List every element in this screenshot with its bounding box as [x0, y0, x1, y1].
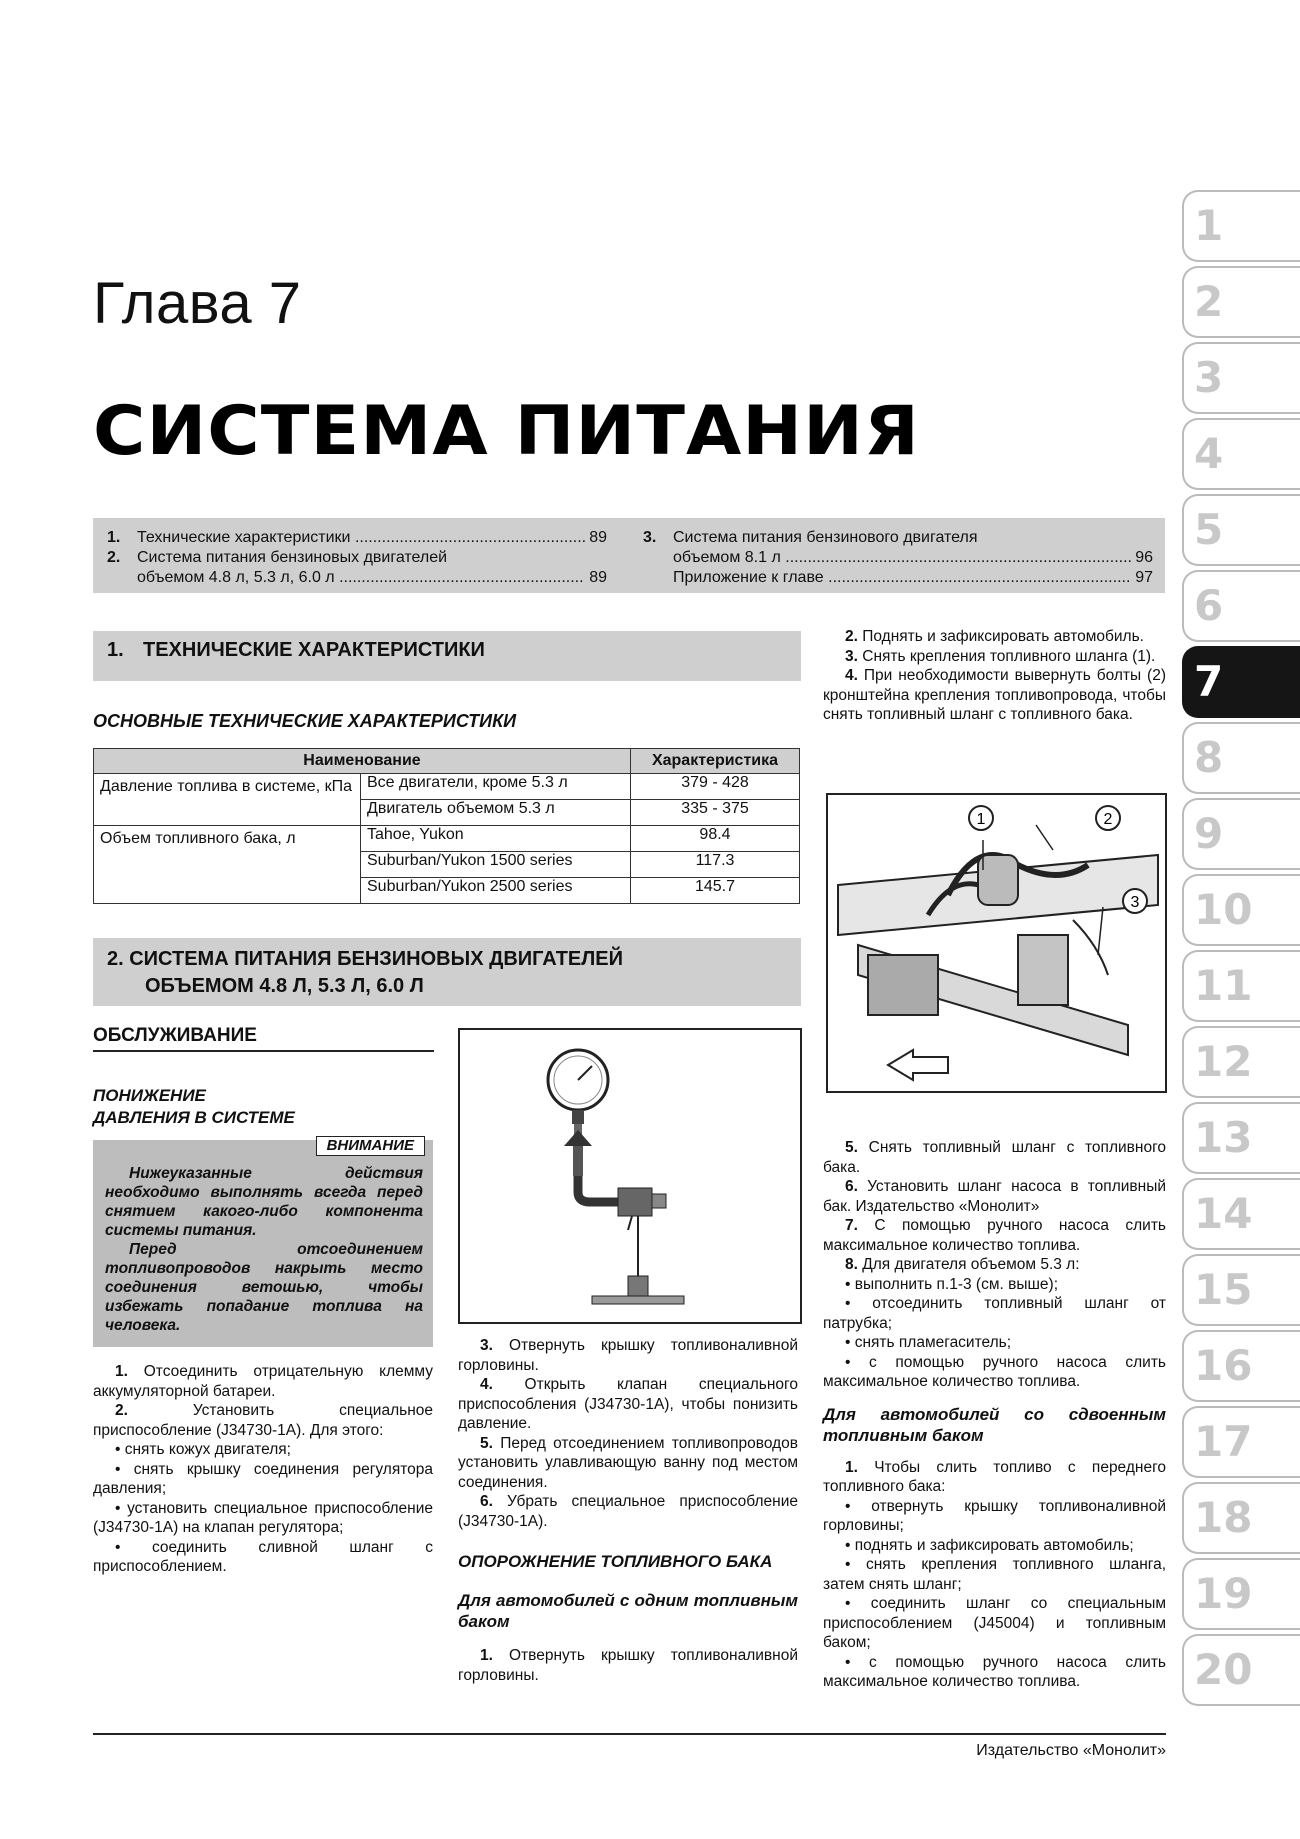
chapter-tab-13[interactable]: 13 [1182, 1102, 1300, 1174]
toc-entry-continuation[interactable] [107, 568, 607, 588]
step: 2. Поднять и зафиксировать автомобиль. [845, 628, 1144, 645]
table-cell-value: 145.7 [631, 878, 800, 904]
bullet: • с помощью ручного насоса слить максимальное количество топлива. [823, 1353, 1166, 1390]
step: 1. Отсоединить отрицательную клемму аккумуляторной батареи. [93, 1363, 433, 1400]
specs-table [93, 748, 800, 904]
table-header-row [94, 749, 800, 774]
table-group-name: Объем топливного бака, л [94, 826, 361, 904]
chapter-tab-17[interactable]: 17 [1182, 1406, 1300, 1478]
toc-entry[interactable] [107, 528, 607, 548]
section-title: ТЕХНИЧЕСКИЕ ХАРАКТЕРИСТИКИ [143, 639, 485, 661]
chapter-tab-8[interactable]: 8 [1182, 722, 1300, 794]
toc-entry-title: объемом 4.8 л, 5.3 л, 6.0 л ..... [137, 568, 585, 588]
step: 2. Установить специальное приспособление (J34730-1A). Для этого: [93, 1402, 433, 1439]
chapter-tab-10[interactable]: 10 [1182, 874, 1300, 946]
chapter-tab-12[interactable]: 12 [1182, 1026, 1300, 1098]
table-cell-label: Все двигатели, кроме 5.3 л [361, 774, 631, 800]
step: 8. Для двигателя объемом 5.3 л: [845, 1256, 1080, 1273]
svg-text:2: 2 [1103, 811, 1113, 828]
table-group-name: Давление топлива в системе, кПа [94, 774, 361, 826]
chapter-tab-5[interactable]: 5 [1182, 494, 1300, 566]
bullet: • соединить сливной шланг с приспособлением. [93, 1538, 433, 1575]
section-heading-1 [93, 631, 801, 681]
toc-entry-title: Приложение к главе ..... [673, 568, 1131, 588]
table-cell-label: Двигатель объемом 5.3 л [361, 800, 631, 826]
warning-text [105, 1164, 423, 1335]
chapter-tab-3[interactable]: 3 [1182, 342, 1300, 414]
service-heading: ОБСЛУЖИВАНИЕ [93, 1025, 257, 1046]
bullet: • снять крышку соединения регулятора давления; [93, 1460, 433, 1497]
step: 1. Чтобы слить топливо с переднего топливного бака: [823, 1458, 1166, 1495]
bullet: • отсоединить топливный шланг от патрубка; [823, 1295, 1166, 1332]
toc-entry-number: 1. [107, 529, 121, 546]
step: 5. Снять топливный шланг с топливного бака. [823, 1139, 1166, 1176]
bullet: • соединить шланг со специальным приспособлением (J45004) и топливным баком; [823, 1595, 1166, 1651]
pressure-relief-heading [93, 1085, 433, 1129]
footer-divider [93, 1733, 1166, 1735]
step: 7. С помощью ручного насоса слить максимальное количество топлива. [823, 1217, 1166, 1254]
table-cell-value: 379 - 428 [631, 774, 800, 800]
toc-entry-title: объемом 8.1 л ..... [673, 548, 1131, 568]
section-title-line2: ОБЪЕМОМ 4.8 Л, 5.3 Л, 6.0 Л [145, 975, 424, 997]
chapter-tab-9[interactable]: 9 [1182, 798, 1300, 870]
callout-1 [969, 806, 993, 830]
chapter-tab-15[interactable]: 15 [1182, 1254, 1300, 1326]
pressure-gauge-illustration [460, 1030, 800, 1322]
table-cell-label: Tahoe, Yukon [361, 826, 631, 852]
toc-entry-title: Система питания бензинового двигателя [673, 529, 978, 546]
figure-pressure-gauge [458, 1028, 802, 1324]
section-heading-2 [93, 938, 801, 1006]
table-of-contents [93, 518, 1165, 593]
table-cell-label: Suburban/Yukon 2500 series [361, 878, 631, 904]
toc-entry-continuation[interactable] [643, 548, 1153, 568]
svg-text:3: 3 [1130, 894, 1140, 911]
chapter-tab-2[interactable]: 2 [1182, 266, 1300, 338]
bullet: • установить специальное приспособление (J34730-1A) на клапан регулятора; [93, 1499, 433, 1536]
main-specs-heading: ОСНОВНЫЕ ТЕХНИЧЕСКИЕ ХАРАКТЕРИСТИКИ [93, 711, 517, 731]
figure-fuel-line [826, 793, 1167, 1093]
toc-entry-title: Система питания бензиновых двигателей [137, 549, 448, 566]
table-cell-value: 335 - 375 [631, 800, 800, 826]
single-tank-heading: Для автомобилей с одним топливным баком [458, 1591, 798, 1631]
bullet: • снять крепления топливного шланга, затем снять шланг; [823, 1556, 1166, 1593]
chapter-tab-7[interactable]: 7 [1182, 646, 1300, 718]
chapter-tab-1[interactable]: 1 [1182, 190, 1300, 262]
chapter-tab-16[interactable]: 16 [1182, 1330, 1300, 1402]
warning-paragraph: Перед отсоединением топливопроводов накрыть место соединения ветошью, чтобы избежать попадание топлива на человека. [105, 1241, 423, 1334]
toc-entry[interactable] [643, 568, 1153, 588]
step: 4. При необходимости вывернуть болты (2) кронштейна крепления топливопровода, чтобы снять топливный шланг с топливного бака. [823, 667, 1166, 723]
toc-entry-page: 96 [1135, 549, 1153, 566]
toc-entry-number: 3. [643, 529, 657, 546]
bullet: • выполнить п.1-3 (см. выше); [845, 1275, 1059, 1293]
heading-line: ПОНИЖЕНИЕ [93, 1086, 206, 1105]
table-row [94, 826, 800, 852]
step: 3. Отвернуть крышку топливоналивной горловины. [458, 1337, 799, 1374]
svg-text:1: 1 [976, 811, 986, 828]
toc-entry-page: 89 [589, 569, 607, 586]
chapter-label: Глава 7 [93, 271, 302, 336]
toc-right-column [643, 528, 1153, 588]
drain-tank-heading: ОПОРОЖНЕНИЕ ТОПЛИВНОГО БАКА [458, 1552, 773, 1571]
divider [93, 1050, 434, 1052]
bullet: • снять пламегаситель; [845, 1334, 1012, 1351]
chapter-tab-20[interactable]: 20 [1182, 1634, 1300, 1706]
table-header-name: Наименование [94, 749, 631, 774]
publisher-footer: Издательство «Монолит» [976, 1742, 1166, 1759]
toc-entry-number: 2. [107, 549, 121, 566]
chapter-tab-4[interactable]: 4 [1182, 418, 1300, 490]
warning-paragraph: Нижеуказанные действия необходимо выполнять всегда перед снятием какого-либо компонента системы питания. [105, 1165, 423, 1239]
step: 4. Открыть клапан специального приспособления (J34730-1A), чтобы понизить давление. [458, 1376, 798, 1432]
toc-left-column [107, 528, 607, 588]
table-header-value: Характеристика [631, 749, 800, 774]
callout-2 [1096, 806, 1120, 830]
table-row [94, 774, 800, 800]
table-cell-value: 117.3 [631, 852, 800, 878]
heading-line: ДАВЛЕНИЯ В СИСТЕМЕ [93, 1108, 295, 1127]
fuel-line-illustration [828, 795, 1165, 1091]
step: 6. Убрать специальное приспособление (J34730-1A). [458, 1493, 798, 1530]
bullet: • с помощью ручного насоса слить максимальное количество топлива. [823, 1653, 1166, 1690]
chapter-tab-18[interactable]: 18 [1182, 1482, 1300, 1554]
table-cell-value: 98.4 [631, 826, 800, 852]
chapter-title: СИСТЕМА ПИТАНИЯ [93, 392, 920, 471]
chapter-tab-6[interactable]: 6 [1182, 570, 1300, 642]
step: 5. Перед отсоединением топливопроводов установить улавливающую ванну под местом соединения. [458, 1434, 798, 1491]
toc-entry-page: 89 [589, 529, 607, 546]
column-2-text [458, 1336, 798, 1685]
step: 6. Установить шланг насоса в топливный бак. Издательство «Монолит» [823, 1178, 1166, 1215]
step: 3. Снять крепления топливного шланга (1). [845, 647, 1156, 665]
chapter-tab-14[interactable]: 14 [1182, 1178, 1300, 1250]
column-3-text-top [823, 627, 1166, 725]
column-1-text [93, 1362, 433, 1577]
callout-3 [1123, 889, 1147, 913]
table-cell-label: Suburban/Yukon 1500 series [361, 852, 631, 878]
column-3-text-bottom [823, 1138, 1166, 1692]
chapter-tab-11[interactable]: 11 [1182, 950, 1300, 1022]
section-number: 1. [107, 639, 124, 661]
warning-box [93, 1137, 433, 1347]
step: 1. Отвернуть крышку топливоналивной горловины. [458, 1647, 799, 1684]
toc-entry[interactable] [643, 528, 1153, 548]
bullet: • поднять и зафиксировать автомобиль; [845, 1536, 1134, 1554]
chapter-tab-19[interactable]: 19 [1182, 1558, 1300, 1630]
toc-entry-title: Технические характеристики ..... [137, 528, 585, 548]
dual-tank-heading: Для автомобилей со сдвоенным топливным баком [823, 1404, 1166, 1445]
toc-entry[interactable] [107, 548, 607, 568]
section-title-line1: 2. СИСТЕМА ПИТАНИЯ БЕНЗИНОВЫХ ДВИГАТЕЛЕЙ [107, 948, 623, 970]
bullet: • отвернуть крышку топливоналивной горловины; [823, 1497, 1166, 1534]
toc-entry-page: 97 [1135, 569, 1153, 586]
bullet: • снять кожух двигателя; [115, 1441, 291, 1458]
warning-tag: ВНИМАНИЕ [316, 1136, 425, 1156]
